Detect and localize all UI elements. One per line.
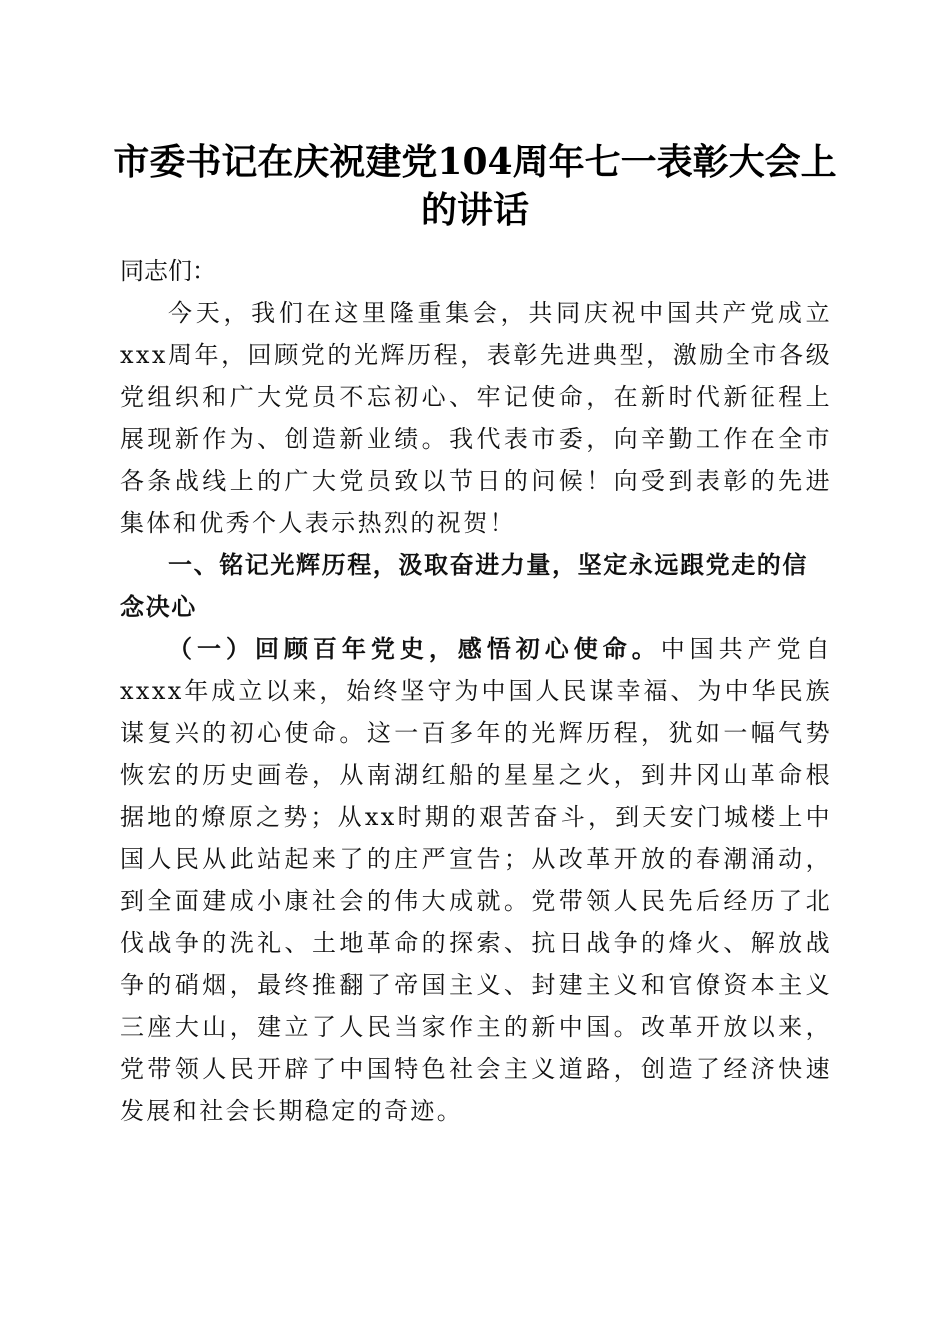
title-line-1: 市委书记在庆祝建党104周年七一表彰大会上 <box>113 141 837 183</box>
subsection-body-1: 中国共产党自xxxx年成立以来，始终坚守为中国人民谋幸福、为中华民族谋复兴的初心使命。这一百多年的光辉历程，犹如一幅气势恢宏的历史画卷，从南湖红船的星星之火，到井冈山革命根据地的燎原之势；从xx时期的艰苦奋斗，到天安门城楼上中国人民从此站起来了的庄严宣告；从改革开放的春潮涌动，到全面建成小康社会的伟大成就。党带领人民先后经历了北伐战争的洗礼、土地革命的探索、抗日战争的烽火、解放战争的硝烟，最终推翻了帝国主义、封建主义和官僚资本主义三座大山，建立了人民当家作主的新中国。改革开放以来，党带领人民开辟了中国特色社会主义道路，创造了经济快速发展和社会长期稳定的奇迹。 <box>120 635 832 1125</box>
subsection-paragraph-1 <box>120 628 832 1132</box>
section-heading-1: 一、铭记光辉历程，汲取奋进力量，坚定永远跟党走的信念决心 <box>120 551 808 621</box>
title-line-2: 的讲话 <box>420 189 529 231</box>
document-body <box>120 250 832 1132</box>
salutation: 同志们： <box>120 257 216 285</box>
intro-paragraph: 今天，我们在这里隆重集会，共同庆祝中国共产党成立xxx周年，回顾党的光辉历程，表彰先进典型，激励全市各级党组织和广大党员不忘初心、牢记使命，在新时代新征程上展现新作为、创造新业绩。我代表市委，向辛勤工作在全市各条战线上的广大党员致以节日的问候！向受到表彰的先进集体和优秀个人表示热烈的祝贺！ <box>120 299 832 537</box>
document-title <box>100 138 850 234</box>
subsection-heading-1: （一）回顾百年党史，感悟初心使命。 <box>168 635 661 663</box>
